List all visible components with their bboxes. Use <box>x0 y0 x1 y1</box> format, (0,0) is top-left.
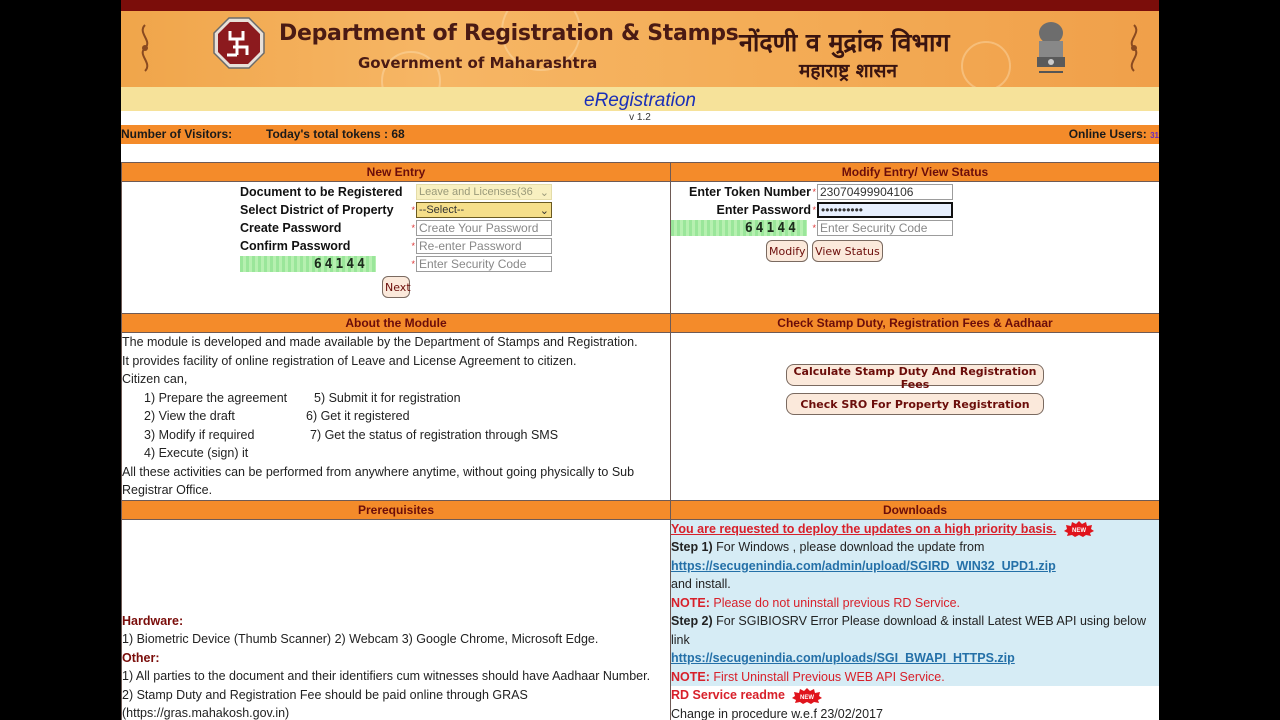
department-logo-icon <box>213 17 265 69</box>
new-entry-heading: New Entry <box>122 163 671 182</box>
hardware-text: 1) Biometric Device (Thumb Scanner) 2) Webcam 3) Google Chrome, Microsoft Edge. <box>122 632 599 646</box>
modify-entry-heading: Modify Entry/ View Status <box>671 163 1160 182</box>
about-panel <box>122 333 671 501</box>
svg-text:NEW: NEW <box>1071 528 1086 535</box>
modify-button[interactable]: Modify <box>766 240 808 262</box>
version-label: v 1.2 <box>629 112 651 123</box>
step1-after: and install. <box>671 577 731 591</box>
view-status-button[interactable]: View Status <box>812 240 883 262</box>
hardware-label: Hardware: <box>122 613 184 628</box>
rd-service-readme-link[interactable]: RD Service readme <box>671 688 785 702</box>
new-badge-icon <box>1064 521 1094 537</box>
bwapi-download-link[interactable]: https://secugenindia.com/uploads/SGI_BWAPI_HTTPS.zip <box>671 651 1015 665</box>
tokens-count: Today's total tokens : 68 <box>266 127 405 141</box>
online-users <box>1069 125 1159 145</box>
prerequisites-panel <box>122 519 671 720</box>
document-select[interactable]: Leave and Licenses(36 ⌄ <box>416 184 552 200</box>
sgird-download-link[interactable]: https://secugenindia.com/admin/upload/SGIRD_WIN32_UPD1.zip <box>671 558 1056 573</box>
chevron-down-icon: ⌄ <box>539 204 549 217</box>
token-input[interactable] <box>817 184 953 200</box>
password-label: Enter Password <box>716 203 811 217</box>
downloads-update-box <box>671 520 1159 687</box>
note-text: First Uninstall Previous WEB API Service. <box>709 669 945 684</box>
priority-alert-link[interactable]: You are requested to deploy the updates on a high priority basis. <box>671 521 1057 536</box>
confirm-password-input[interactable] <box>416 238 552 254</box>
captcha-image: 64144 <box>240 256 376 272</box>
visitors-label: Number of Visitors: <box>121 127 233 141</box>
create-password-label: Create Password <box>240 221 342 235</box>
government-subtitle: Government of Maharashtra <box>358 54 598 72</box>
gras-link[interactable]: (https://gras.mahakosh.gov.in) <box>122 706 290 720</box>
department-title-hindi: नोंदणी व मुद्रांक विभाग <box>739 28 950 57</box>
about-items <box>122 389 670 463</box>
app-title: eRegistration <box>584 90 696 111</box>
national-emblem-icon <box>1029 19 1073 77</box>
modify-entry-panel: Enter Token Number * 23070499904106 Enter Password * •••••••••• 64144 * Enter Security Code Modify View Status <box>671 182 1160 314</box>
online-users-count: 31 <box>1150 131 1159 140</box>
list-item: 1) Prepare the agreement <box>144 390 288 405</box>
list-item: 5) Submit it for registration <box>314 390 461 405</box>
step2-text: For SGIBIOSRV Error Please download & install Latest WEB API using below link <box>671 614 1146 647</box>
note-text: Please do not uninstall previous RD Service. <box>709 595 961 610</box>
token-label: Enter Token Number <box>688 185 811 199</box>
about-line: The module is developed and made available by the Department of Stamps and Registration. <box>122 335 638 349</box>
page <box>121 0 1159 720</box>
stats-bar <box>121 125 1159 144</box>
create-password-input[interactable] <box>416 220 552 236</box>
main-grid <box>121 162 1159 720</box>
ornament-left-icon <box>135 23 155 73</box>
other-item: 2) Stamp Duty and Registration Fee should be paid online through GRAS <box>122 687 528 702</box>
password-input[interactable] <box>817 202 953 218</box>
step1-text: For Windows , please download the update from <box>712 540 985 554</box>
document-label: Document to be Registered <box>240 185 403 199</box>
confirm-password-label: Confirm Password <box>240 239 351 253</box>
downloads-panel <box>671 519 1160 720</box>
about-heading: About the Module <box>122 314 671 333</box>
other-item: 1) All parties to the document and their identifiers cum witnesses should have Aadhaar Number. <box>122 669 651 683</box>
about-footer: All these activities can be performed from anywhere anytime, without going physically to Sub Registrar Office. <box>122 464 635 497</box>
chevron-down-icon: ⌄ <box>539 186 549 199</box>
step2-label: Step 2) <box>671 614 713 628</box>
list-item: 6) Get it registered <box>306 409 410 423</box>
district-label: Select District of Property <box>240 203 394 217</box>
about-line: Citizen can, <box>122 372 188 386</box>
security-code-input[interactable] <box>416 256 552 272</box>
list-item <box>314 444 574 463</box>
app-title-row <box>121 87 1159 111</box>
department-title: Department of Registration & Stamps <box>279 21 739 46</box>
stamp-duty-panel <box>671 333 1160 501</box>
list-item: 4) Execute (sign) it <box>144 446 249 460</box>
note-label: NOTE: <box>671 669 710 684</box>
step1-label: Step 1) <box>671 540 713 554</box>
list-item: 3) Modify if required <box>144 427 255 442</box>
government-subtitle-hindi: महाराष्ट्र शासन <box>799 60 898 82</box>
list-item: 7) Get the status of registration through SMS <box>310 427 559 442</box>
list-item: 2) View the draft <box>144 409 235 423</box>
captcha-image: 64144 <box>671 220 807 236</box>
calculate-stamp-duty-button[interactable]: Calculate Stamp Duty And Registration Fees <box>786 364 1044 386</box>
district-select[interactable]: --Select-- ⌄ <box>416 202 552 218</box>
rd-service-section <box>671 686 1159 720</box>
about-line: It provides facility of online registration of Leave and License Agreement to citizen. <box>122 353 577 368</box>
header-banner <box>121 11 1159 87</box>
other-label: Other: <box>122 650 160 665</box>
note-label: NOTE: <box>671 595 710 610</box>
prerequisites-heading: Prerequisites <box>122 500 671 519</box>
online-users-label: Online Users: <box>1068 127 1147 141</box>
top-bar <box>121 0 1159 11</box>
downloads-heading: Downloads <box>671 500 1160 519</box>
ornament-right-icon <box>1124 23 1144 73</box>
check-sro-button[interactable]: Check SRO For Property Registration <box>786 393 1044 415</box>
new-badge-icon <box>792 688 822 704</box>
security-code-input[interactable] <box>817 220 953 236</box>
new-entry-panel: Document to be Registered Leave and Licenses(36 ⌄ Select District of Property * --Select-- ⌄ Create Password * Confirm Password * 64144 * Enter Security Code Next <box>122 182 671 314</box>
next-button[interactable]: Next <box>382 276 410 298</box>
svg-text:NEW: NEW <box>800 694 815 701</box>
stamp-duty-heading: Check Stamp Duty, Registration Fees & Aadhaar <box>671 314 1160 333</box>
change-procedure-text: Change in procedure w.e.f 23/02/2017 <box>671 706 883 720</box>
